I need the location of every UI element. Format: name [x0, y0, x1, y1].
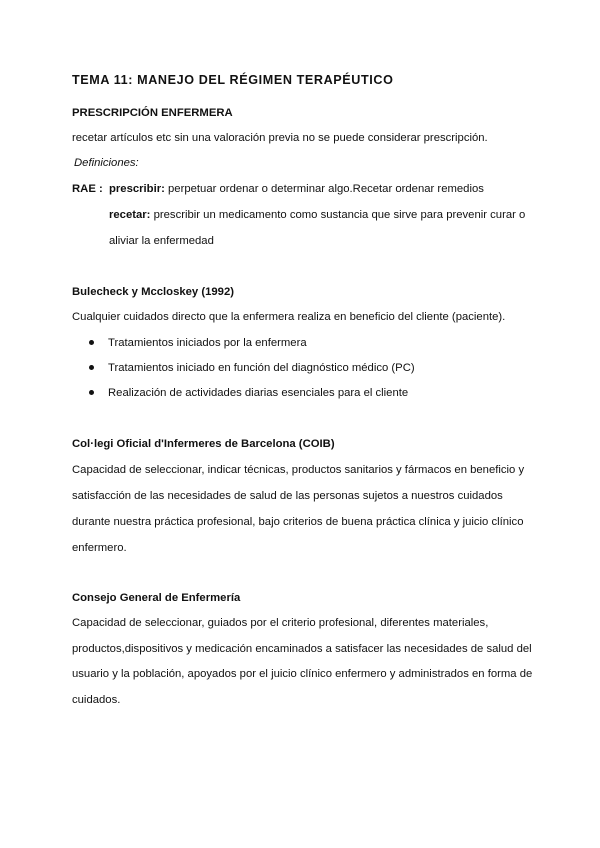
bullet-dot: [89, 365, 94, 370]
prescribir-term: prescribir:: [109, 183, 165, 195]
bullet-dot: [89, 340, 94, 345]
consejo-line: productos,dispositivos y medicación encaminados a satisfacer las necesidades de salud del: [72, 643, 532, 655]
consejo-line: usuario y la población, apoyados por el juicio clínico enfermero y administrados en forma de: [72, 668, 533, 680]
heading-prescripcion: PRESCRIPCIÓN ENFERMERA: [72, 107, 233, 119]
bullet-dot: [89, 390, 94, 395]
coib-line: Capacidad de seleccionar, indicar técnicas, productos sanitarios y fármacos en beneficio y: [72, 464, 525, 476]
rae-label: RAE :: [72, 183, 103, 195]
heading-coib: Col·legi Oficial d'Infermeres de Barcelona (COIB): [72, 438, 335, 450]
rae-recetar-line: [109, 208, 525, 222]
bullet-item: Tratamientos iniciados por la enfermera: [108, 337, 307, 349]
consejo-line: Capacidad de seleccionar, guiados por el criterio profesional, diferentes materiales,: [72, 617, 489, 629]
recetar-term: recetar:: [109, 209, 151, 221]
heading-bulecheck: Bulecheck y Mccloskey (1992): [72, 286, 235, 298]
prescribir-definition: perpetuar ordenar o determinar algo.Recetar ordenar remedios: [164, 183, 484, 195]
coib-line: satisfacción de las necesidades de salud de las personas sujetos a nuestros cuidados: [72, 490, 503, 502]
coib-line: enfermero.: [72, 542, 127, 554]
heading-consejo: Consejo General de Enfermería: [72, 592, 241, 604]
bullet-item: Tratamientos iniciado en función del diagnóstico médico (PC): [108, 362, 415, 374]
coib-line: durante nuestra práctica profesional, bajo criterios de buena práctica clínica y juicio clínico: [72, 516, 524, 528]
bullet-item: Realización de actividades diarias esenciales para el cliente: [108, 387, 409, 399]
bulecheck-text: Cualquier cuidados directo que la enfermera realiza en beneficio del cliente (paciente).: [72, 311, 506, 323]
page-title: TEMA 11: MANEJO DEL RÉGIMEN TERAPÉUTICO: [72, 73, 394, 87]
definiciones-label: Definiciones:: [74, 157, 139, 169]
consejo-line: cuidados.: [72, 694, 121, 706]
recetar-definition: prescribir un medicamento como sustancia que sirve para prevenir curar o: [150, 209, 526, 221]
rae-prescribir-line: [109, 182, 484, 196]
recetar-definition-continued: aliviar la enfermedad: [109, 235, 214, 247]
prescripcion-intro: recetar artículos etc sin una valoración previa no se puede considerar prescripción.: [72, 132, 488, 144]
